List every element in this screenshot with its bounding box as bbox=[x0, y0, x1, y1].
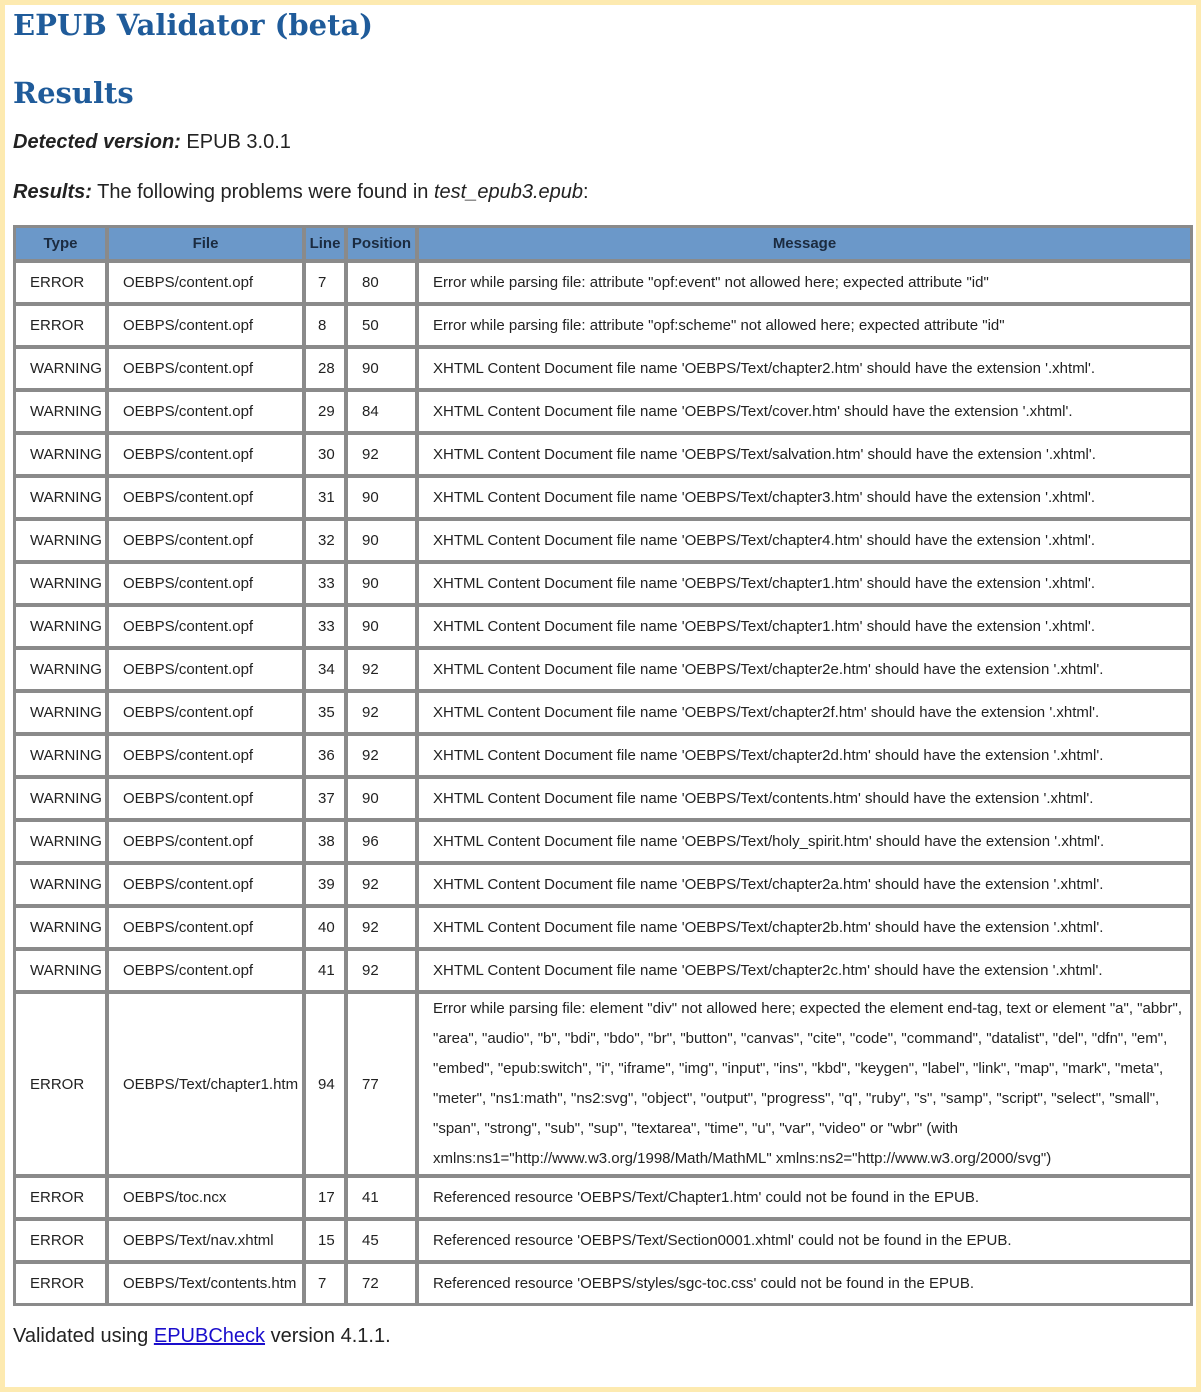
table-row bbox=[14, 734, 1192, 777]
cell-message: XHTML Content Document file name 'OEBPS/Text/chapter2f.htm' should have the extension '.xhtml'. bbox=[417, 691, 1192, 734]
cell-line: 8 bbox=[304, 304, 346, 347]
cell-type: WARNING bbox=[14, 605, 107, 648]
cell-message: Error while parsing file: attribute "opf:scheme" not allowed here; expected attribute "id" bbox=[417, 304, 1192, 347]
cell-type: WARNING bbox=[14, 777, 107, 820]
footer-prefix: Validated using bbox=[13, 1325, 149, 1347]
cell-position: 77 bbox=[346, 992, 417, 1176]
cell-file: OEBPS/Text/contents.htm bbox=[107, 1262, 304, 1305]
cell-line: 31 bbox=[304, 476, 346, 519]
footer bbox=[13, 1323, 1188, 1349]
cell-message: Referenced resource 'OEBPS/Text/Section0001.xhtml' could not be found in the EPUB. bbox=[417, 1219, 1192, 1262]
cell-position: 80 bbox=[346, 261, 417, 304]
cell-file: OEBPS/toc.ncx bbox=[107, 1176, 304, 1219]
cell-file: OEBPS/content.opf bbox=[107, 347, 304, 390]
cell-file: OEBPS/Text/nav.xhtml bbox=[107, 1219, 304, 1262]
results-heading: Results bbox=[13, 76, 134, 110]
table-row bbox=[14, 691, 1192, 734]
table-row bbox=[14, 863, 1192, 906]
cell-file: OEBPS/content.opf bbox=[107, 433, 304, 476]
table-row bbox=[14, 390, 1192, 433]
table-row bbox=[14, 949, 1192, 992]
header-type: Type bbox=[14, 226, 107, 261]
header-file: File bbox=[107, 226, 304, 261]
epubcheck-link[interactable]: EPUBCheck bbox=[153, 1325, 266, 1347]
cell-message: XHTML Content Document file name 'OEBPS/Text/chapter2.htm' should have the extension '.xhtml'. bbox=[417, 347, 1192, 390]
table-row bbox=[14, 476, 1192, 519]
cell-line: 17 bbox=[304, 1176, 346, 1219]
results-summary bbox=[13, 179, 1188, 205]
cell-type: ERROR bbox=[14, 1262, 107, 1305]
table-row bbox=[14, 519, 1192, 562]
table-row bbox=[14, 562, 1192, 605]
cell-type: WARNING bbox=[14, 519, 107, 562]
cell-file: OEBPS/content.opf bbox=[107, 906, 304, 949]
results-table bbox=[13, 225, 1193, 1306]
results-summary-filename: test_epub3.epub bbox=[433, 181, 583, 203]
results-summary-text: The following problems were found in bbox=[97, 181, 429, 203]
cell-message: XHTML Content Document file name 'OEBPS/Text/chapter4.htm' should have the extension '.xhtml'. bbox=[417, 519, 1192, 562]
cell-message: XHTML Content Document file name 'OEBPS/Text/chapter1.htm' should have the extension '.xhtml'. bbox=[417, 605, 1192, 648]
cell-position: 90 bbox=[346, 476, 417, 519]
cell-message: XHTML Content Document file name 'OEBPS/Text/chapter2e.htm' should have the extension '.xhtml'. bbox=[417, 648, 1192, 691]
header-position: Position bbox=[346, 226, 417, 261]
table-row bbox=[14, 648, 1192, 691]
detected-version-value: EPUB 3.0.1 bbox=[186, 131, 291, 153]
cell-type: ERROR bbox=[14, 1176, 107, 1219]
cell-file: OEBPS/content.opf bbox=[107, 562, 304, 605]
cell-message: Error while parsing file: attribute "opf:event" not allowed here; expected attribute "id" bbox=[417, 261, 1192, 304]
cell-line: 30 bbox=[304, 433, 346, 476]
cell-line: 38 bbox=[304, 820, 346, 863]
table-header-row bbox=[14, 226, 1192, 261]
cell-type: WARNING bbox=[14, 390, 107, 433]
cell-position: 92 bbox=[346, 949, 417, 992]
cell-type: WARNING bbox=[14, 949, 107, 992]
page-content bbox=[5, 7, 1196, 1349]
cell-message: XHTML Content Document file name 'OEBPS/Text/chapter2d.htm' should have the extension '.xhtml'. bbox=[417, 734, 1192, 777]
cell-type: WARNING bbox=[14, 820, 107, 863]
cell-position: 96 bbox=[346, 820, 417, 863]
cell-position: 92 bbox=[346, 433, 417, 476]
cell-position: 45 bbox=[346, 1219, 417, 1262]
cell-line: 15 bbox=[304, 1219, 346, 1262]
cell-line: 33 bbox=[304, 605, 346, 648]
header-message: Message bbox=[417, 226, 1192, 261]
cell-file: OEBPS/content.opf bbox=[107, 648, 304, 691]
table-row bbox=[14, 906, 1192, 949]
cell-message: XHTML Content Document file name 'OEBPS/Text/chapter1.htm' should have the extension '.xhtml'. bbox=[417, 562, 1192, 605]
cell-message: XHTML Content Document file name 'OEBPS/Text/chapter2a.htm' should have the extension '.xhtml'. bbox=[417, 863, 1192, 906]
table-row bbox=[14, 1262, 1192, 1305]
cell-line: 33 bbox=[304, 562, 346, 605]
cell-position: 90 bbox=[346, 562, 417, 605]
table-row bbox=[14, 777, 1192, 820]
cell-file: OEBPS/content.opf bbox=[107, 519, 304, 562]
cell-type: ERROR bbox=[14, 261, 107, 304]
cell-file: OEBPS/content.opf bbox=[107, 777, 304, 820]
cell-line: 40 bbox=[304, 906, 346, 949]
cell-line: 41 bbox=[304, 949, 346, 992]
app-title: EPUB Validator (beta) bbox=[13, 8, 374, 42]
results-table-body bbox=[14, 261, 1192, 1305]
cell-file: OEBPS/content.opf bbox=[107, 734, 304, 777]
table-row bbox=[14, 992, 1192, 1176]
cell-message: Referenced resource 'OEBPS/Text/Chapter1.htm' could not be found in the EPUB. bbox=[417, 1176, 1192, 1219]
cell-message: XHTML Content Document file name 'OEBPS/Text/contents.htm' should have the extension '.xhtml'. bbox=[417, 777, 1192, 820]
footer-suffix: version 4.1.1. bbox=[270, 1325, 391, 1347]
header-line: Line bbox=[304, 226, 346, 261]
cell-type: WARNING bbox=[14, 433, 107, 476]
cell-line: 35 bbox=[304, 691, 346, 734]
cell-position: 41 bbox=[346, 1176, 417, 1219]
cell-position: 92 bbox=[346, 906, 417, 949]
cell-file: OEBPS/content.opf bbox=[107, 304, 304, 347]
cell-message: XHTML Content Document file name 'OEBPS/Text/chapter2b.htm' should have the extension '.xhtml'. bbox=[417, 906, 1192, 949]
table-row bbox=[14, 605, 1192, 648]
results-summary-suffix: : bbox=[583, 181, 589, 203]
cell-line: 32 bbox=[304, 519, 346, 562]
cell-position: 90 bbox=[346, 347, 417, 390]
cell-type: WARNING bbox=[14, 476, 107, 519]
cell-file: OEBPS/content.opf bbox=[107, 390, 304, 433]
cell-message: XHTML Content Document file name 'OEBPS/Text/holy_spirit.htm' should have the extension '.xhtml'. bbox=[417, 820, 1192, 863]
cell-position: 84 bbox=[346, 390, 417, 433]
cell-message: XHTML Content Document file name 'OEBPS/Text/salvation.htm' should have the extension '.xhtml'. bbox=[417, 433, 1192, 476]
cell-position: 72 bbox=[346, 1262, 417, 1305]
cell-position: 50 bbox=[346, 304, 417, 347]
table-row bbox=[14, 1176, 1192, 1219]
cell-line: 29 bbox=[304, 390, 346, 433]
cell-type: WARNING bbox=[14, 648, 107, 691]
cell-line: 28 bbox=[304, 347, 346, 390]
cell-type: WARNING bbox=[14, 863, 107, 906]
cell-file: OEBPS/content.opf bbox=[107, 476, 304, 519]
detected-version-label: Detected version: bbox=[13, 131, 181, 153]
cell-position: 92 bbox=[346, 691, 417, 734]
cell-file: OEBPS/content.opf bbox=[107, 949, 304, 992]
cell-message: XHTML Content Document file name 'OEBPS/Text/cover.htm' should have the extension '.xhtml'. bbox=[417, 390, 1192, 433]
cell-message: XHTML Content Document file name 'OEBPS/Text/chapter2c.htm' should have the extension '.xhtml'. bbox=[417, 949, 1192, 992]
cell-file: OEBPS/content.opf bbox=[107, 820, 304, 863]
cell-message: Error while parsing file: element "div" not allowed here; expected the element end-tag, text or element "a", "abbr", "area", "audio", "b", "bdi", "bdo", "br", "button", "canvas", "cite", "code", "command", "datalist", "del", "dfn", "em", "embed", "epub:switch", "i", "iframe", "img", "input", "ins", "kbd", "keygen", "label", "link", "map", "mark", "meta", "meter", "ns1:math", "ns2:svg", "object", "output", "progress", "q", "ruby", "s", "samp", "script", "select", "small", "span", "strong", "sub", "sup", "textarea", "time", "u", "var", "video" or "wbr" (with xmlns:ns1="http://www.w3.org/1998/Math/MathML" xmlns:ns2="http://www.w3.org/2000/svg") bbox=[417, 992, 1192, 1176]
cell-line: 34 bbox=[304, 648, 346, 691]
cell-file: OEBPS/content.opf bbox=[107, 605, 304, 648]
table-row bbox=[14, 433, 1192, 476]
cell-file: OEBPS/Text/chapter1.htm bbox=[107, 992, 304, 1176]
cell-file: OEBPS/content.opf bbox=[107, 863, 304, 906]
cell-line: 7 bbox=[304, 261, 346, 304]
cell-file: OEBPS/content.opf bbox=[107, 691, 304, 734]
cell-position: 92 bbox=[346, 648, 417, 691]
cell-line: 37 bbox=[304, 777, 346, 820]
cell-type: ERROR bbox=[14, 304, 107, 347]
cell-type: WARNING bbox=[14, 691, 107, 734]
table-row bbox=[14, 304, 1192, 347]
cell-position: 90 bbox=[346, 605, 417, 648]
cell-line: 7 bbox=[304, 1262, 346, 1305]
cell-position: 92 bbox=[346, 863, 417, 906]
cell-line: 36 bbox=[304, 734, 346, 777]
cell-position: 92 bbox=[346, 734, 417, 777]
cell-position: 90 bbox=[346, 777, 417, 820]
cell-type: WARNING bbox=[14, 906, 107, 949]
cell-message: XHTML Content Document file name 'OEBPS/Text/chapter3.htm' should have the extension '.xhtml'. bbox=[417, 476, 1192, 519]
cell-type: ERROR bbox=[14, 1219, 107, 1262]
cell-type: WARNING bbox=[14, 347, 107, 390]
detected-version bbox=[13, 129, 1188, 155]
table-row bbox=[14, 1219, 1192, 1262]
cell-message: Referenced resource 'OEBPS/styles/sgc-toc.css' could not be found in the EPUB. bbox=[417, 1262, 1192, 1305]
cell-type: WARNING bbox=[14, 734, 107, 777]
cell-position: 90 bbox=[346, 519, 417, 562]
cell-line: 39 bbox=[304, 863, 346, 906]
cell-type: ERROR bbox=[14, 992, 107, 1176]
results-summary-label: Results: bbox=[13, 181, 92, 203]
cell-file: OEBPS/content.opf bbox=[107, 261, 304, 304]
table-row bbox=[14, 261, 1192, 304]
cell-line: 94 bbox=[304, 992, 346, 1176]
table-row bbox=[14, 820, 1192, 863]
cell-type: WARNING bbox=[14, 562, 107, 605]
table-row bbox=[14, 347, 1192, 390]
